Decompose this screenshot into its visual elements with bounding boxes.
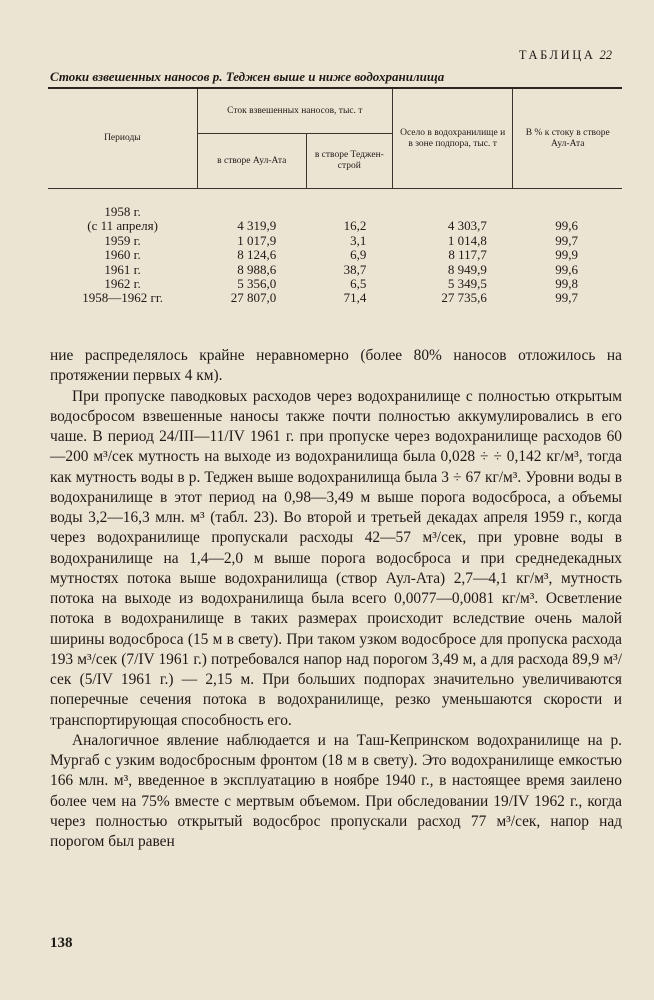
cell-period: 1960 г. [104, 247, 141, 263]
cell-deposit: 8 949,9 [447, 261, 487, 277]
table-row [48, 189, 622, 220]
cell-period: 1958 г. [104, 204, 141, 219]
cell-period: 1961 г. [104, 261, 141, 277]
col-header-tedzhenstroy: в створе Теджен-строй [306, 134, 392, 189]
paragraph-1: ние распределялось крайне неравномерно (более 80% наносов отложилось на протяжении первых 4 км). [50, 347, 622, 385]
table-body [48, 189, 622, 310]
cell-deposit [392, 189, 513, 220]
cell-tedzhen: 6,5 [350, 276, 367, 292]
cell-percent: 99,8 [555, 276, 578, 292]
cell-aul-ata: 27 807,0 [230, 290, 277, 306]
col-header-flow-group: Сток взвешенных наносов, тыс. т [197, 88, 392, 134]
cell-deposit: 1 014,8 [447, 232, 487, 248]
paragraph-3: Аналогичное явление наблюдается и на Таш-Кепринском водохранилище на р. Мургаб с узким водосбросным фронтом (18 м в свету). Это водохранилище емкостью 166 млн. м³, введенное в эксплуатацию в ноябре 1940 г., в настоящее время заилено более чем на 75% вместе с мертвым объемом. При обследовании 19/IV 1962 г., когда через полностью открытый водосброс пропускали расход 77 м³/сек, напор над порогом был равен [50, 731, 622, 850]
cell-aul-ata: 8 988,6 [237, 261, 277, 277]
sediment-table [48, 87, 622, 310]
cell-tedzhen [306, 189, 392, 220]
table-row [48, 277, 622, 291]
cell-period: 1959 г. [104, 232, 141, 248]
cell-tedzhen: 38,7 [343, 261, 367, 277]
table-row [48, 219, 622, 233]
cell-percent: 99,7 [555, 232, 578, 248]
cell-deposit: 8 117,7 [448, 247, 487, 263]
col-header-periods: Периоды [48, 88, 197, 189]
table-caption: Стоки взвешенных наносов р. Теджен выше и ниже водохранилища [50, 69, 445, 84]
body-text [50, 346, 622, 852]
table-row [48, 248, 622, 262]
col-header-deposit: Осело в водохранилище и в зоне подпора, тыс. т [392, 88, 513, 189]
cell-aul-ata [197, 189, 306, 220]
cell-deposit: 4 303,7 [447, 218, 487, 234]
cell-period: 1962 г. [104, 276, 141, 292]
cell-aul-ata: 4 319,9 [237, 218, 277, 234]
cell-period: (с 11 апреля) [87, 218, 158, 234]
col-header-aul-ata: в створе Аул-Ата [197, 134, 306, 189]
cell-deposit: 5 349,5 [447, 276, 487, 292]
paragraph-2: При пропуске паводковых расходов через водохранилище с полностью открытым водосбросом взвешенные наносы также почти полностью аккумулировались в его чаше. В период 24/III—11/IV 1961 г. при пропуске через водохранилище расходов 60—200 м³/сек мутность на выходе из водохранилища была 0,028 ÷ ÷ 0,142 кг/м³, тогда как мутность воды в р. Теджен выше водохранилища была 3 ÷ 67 кг/м³. Уровни воды в водохранилище в этот период на 0,98—3,49 м выше порога водосброса, а объемы воды 3,2—16,3 млн. м³ (табл. 23). Во второй и третьей декадах апреля 1959 г., когда через водохранилище пропускали расходы 42—57 м³/сек, при уровне воды в водохранилище на 1,4—2,0 м выше порога водосброса и при среднедекадных мутностях потока выше водохранилища (створ Аул-Ата) 2,7—4,1 кг/м³, мутность потока на выходе из водохранилища была всего 0,0077—0,0081 кг/м³. Осветление потока в водохранилище в таких размерах происходит вследствие очень малой ширины водосброса (15 м в свету). При таком узком водосбросе для пропуска расхода 193 м³/сек (7/IV 1961 г.) потребовался напор над порогом 3,49 м, а для расхода 89,9 м³/сек (5/IV 1961 г.) — 2,15 м. При больших подпорах значительно увеличиваются поперечные сечения потока в водохранилище, резко уменьшаются скорости и транспортирующая способность его. [50, 387, 622, 729]
page-number: 138 [50, 935, 73, 951]
table-number: 22 [599, 48, 612, 62]
cell-percent: 99,7 [555, 290, 578, 306]
table-row [48, 291, 622, 309]
cell-percent: 99,6 [555, 261, 578, 277]
cell-tedzhen: 3,1 [350, 232, 367, 248]
cell-aul-ata: 1 017,9 [237, 232, 277, 248]
table-label [519, 48, 612, 63]
cell-percent: 99,6 [555, 218, 578, 234]
cell-percent [513, 189, 622, 220]
cell-aul-ata: 8 124,6 [237, 247, 277, 263]
cell-aul-ata: 5 356,0 [237, 276, 277, 292]
table-row [48, 263, 622, 277]
cell-tedzhen: 6,9 [350, 247, 367, 263]
cell-period: 1958—1962 гг. [82, 290, 163, 306]
cell-deposit: 27 735,6 [441, 290, 487, 306]
table-row [48, 234, 622, 248]
cell-tedzhen: 71,4 [343, 290, 367, 306]
col-header-percent: В % к стоку в створе Аул-Ата [513, 88, 622, 189]
cell-tedzhen: 16,2 [343, 218, 367, 234]
cell-percent: 99,9 [555, 247, 578, 263]
table-word: ТАБЛИЦА [518, 48, 596, 62]
